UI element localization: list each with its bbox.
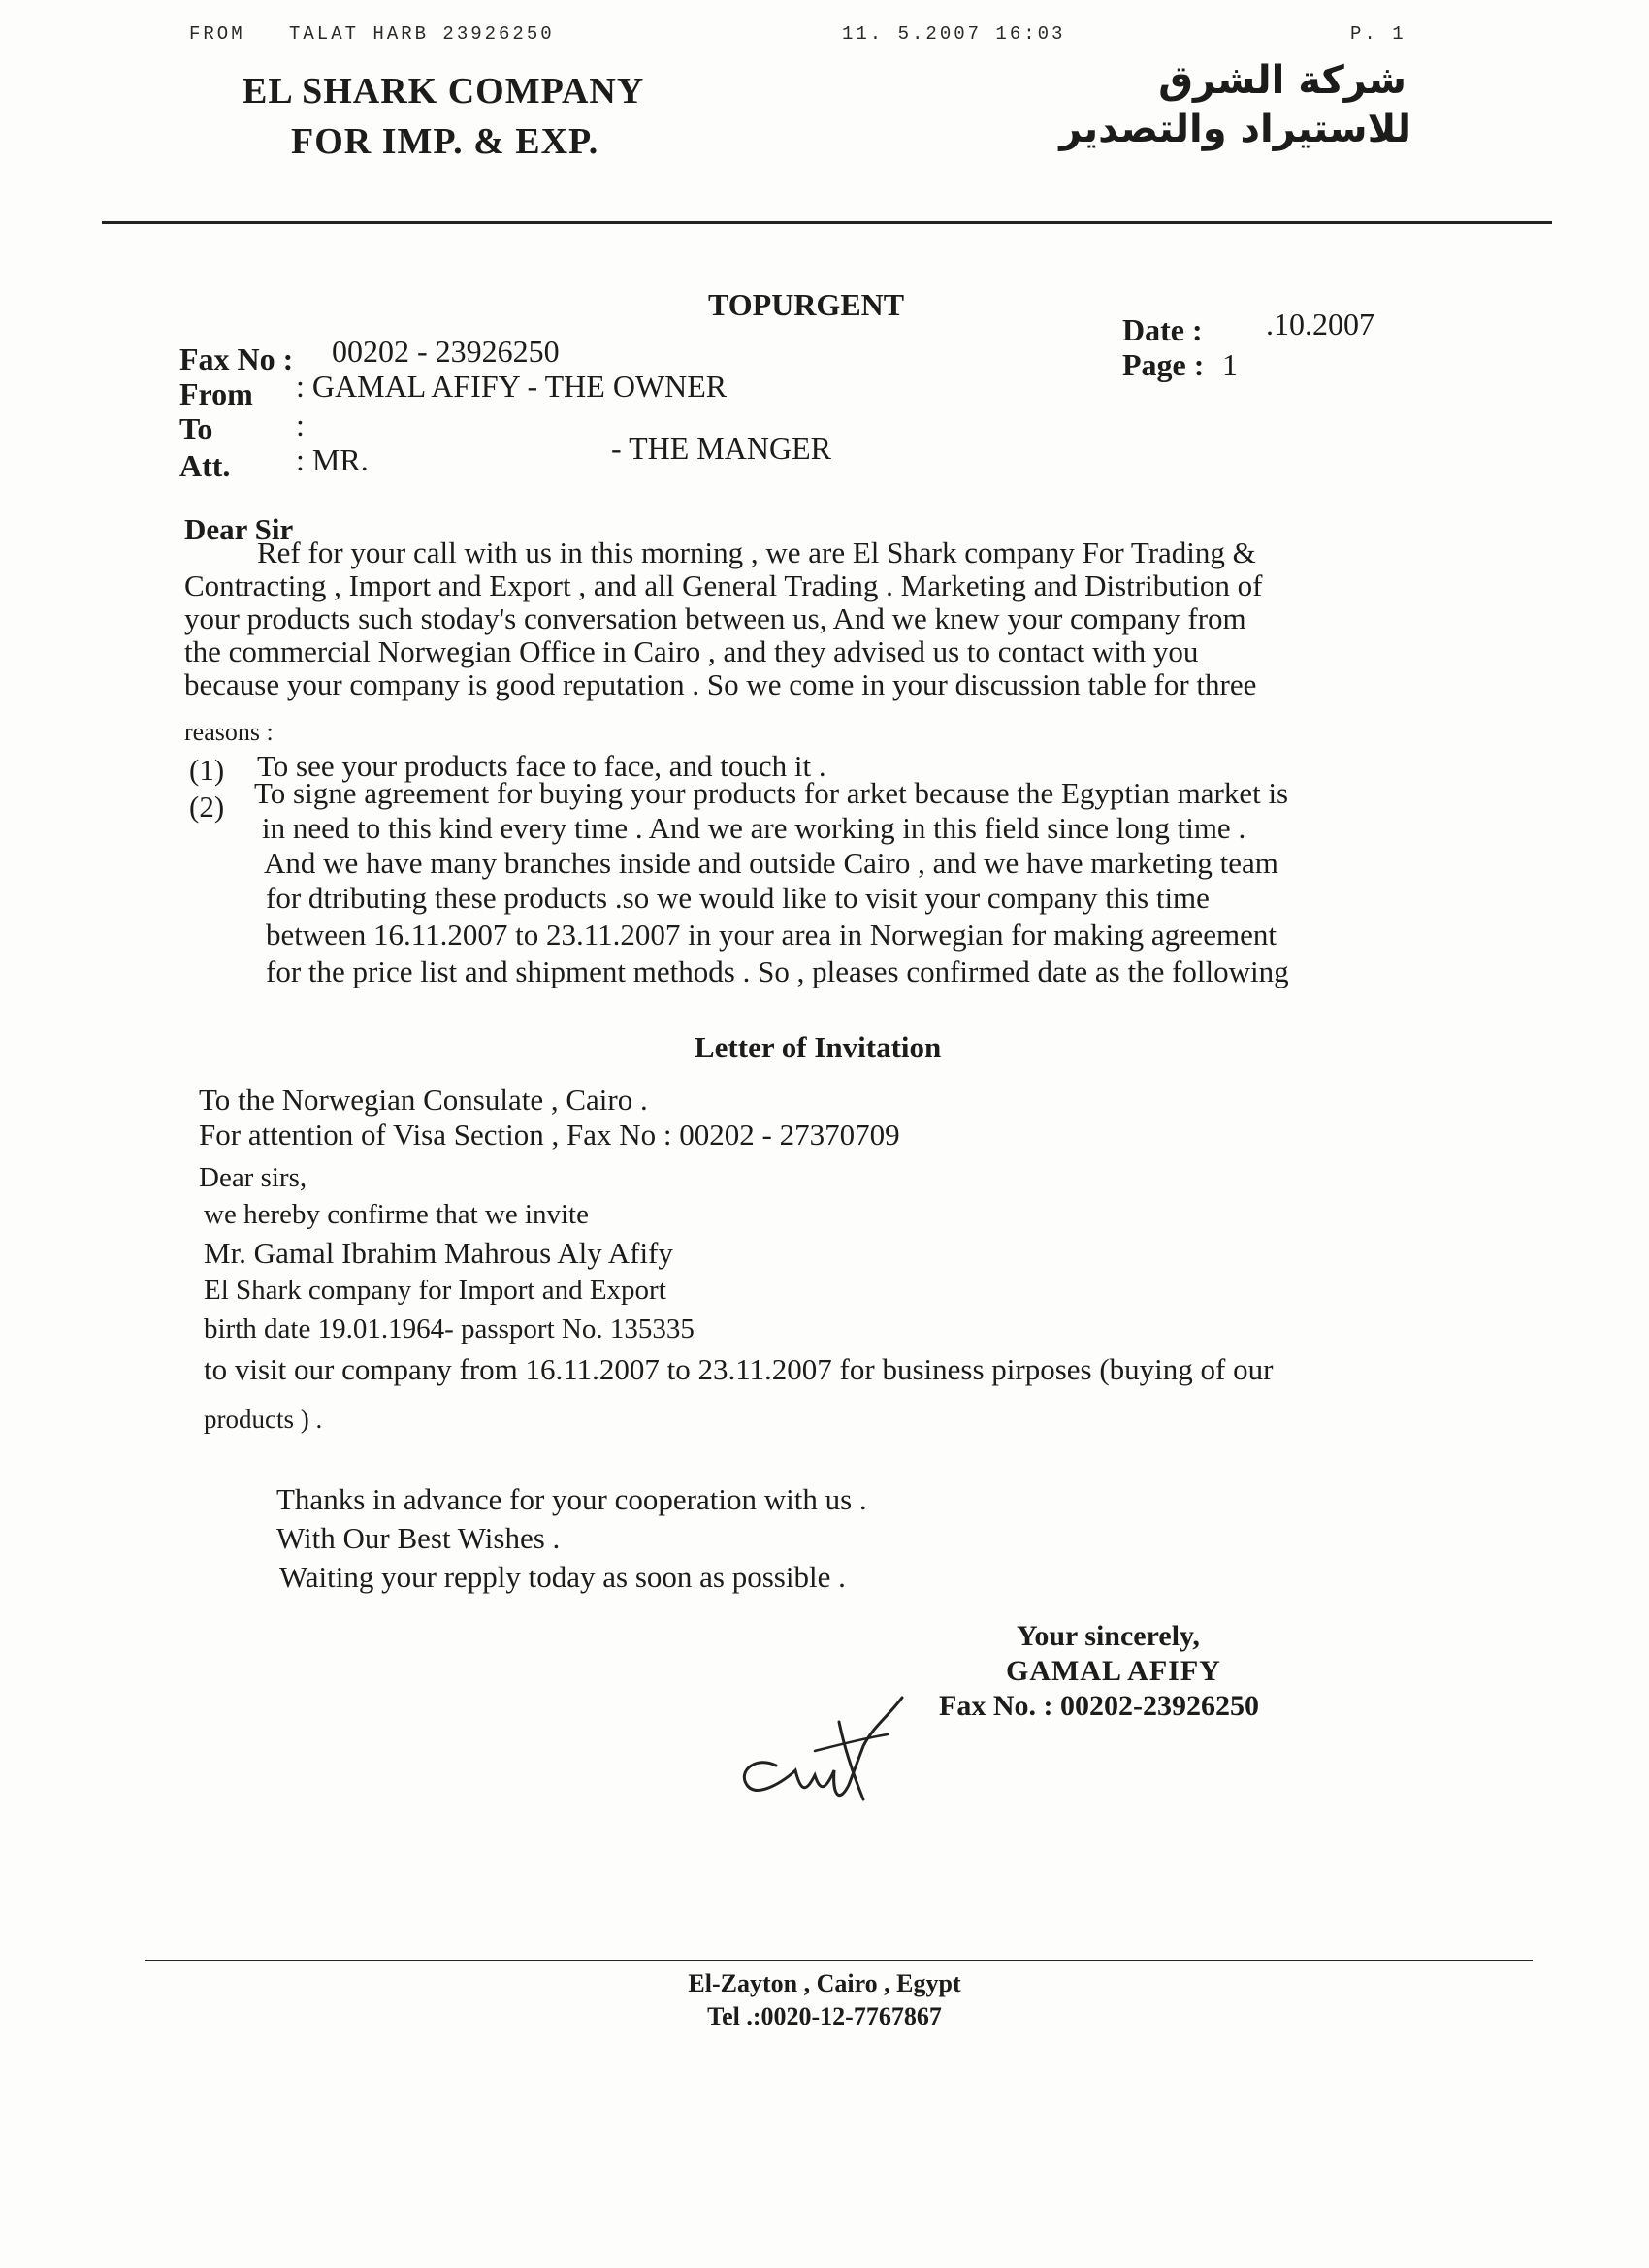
invitation-heading: Letter of Invitation xyxy=(695,1030,942,1064)
footer-tel: Tel .:0020-12-7767867 xyxy=(707,2002,942,2030)
reason-text: To see your products face to face, and touch it . xyxy=(257,749,826,783)
body-line: reasons : xyxy=(184,718,274,746)
signature-closing: Your sincerely, xyxy=(1017,1620,1200,1652)
invitation-line: products ) . xyxy=(204,1405,323,1434)
company-name-line2: FOR IMP. & EXP. xyxy=(291,121,599,162)
reason-text: in need to this kind every time . And we are working in this field since long time . xyxy=(262,811,1246,845)
reason-text: To signe agreement for buying your products for arket because the Egyptian market is xyxy=(254,776,1289,810)
page-value: 1 xyxy=(1222,347,1238,382)
company-arabic-line2: للاستيراد والتصدير xyxy=(1059,107,1411,151)
page-label: Page : xyxy=(1122,347,1205,382)
salutation: Dear Sir xyxy=(184,512,294,546)
from-label: From xyxy=(179,376,253,411)
reason-text: And we have many branches inside and outside Cairo , and we have marketing team xyxy=(264,846,1278,880)
invitation-line: to visit our company from 16.11.2007 to 23.11.2007 for business pirposes (buying of our xyxy=(204,1352,1274,1386)
letterhead-divider xyxy=(102,221,1552,224)
date-label: Date : xyxy=(1122,312,1203,347)
fax-header-datetime: 11. 5.2007 16:03 xyxy=(842,23,1066,45)
closing-line: Waiting your repply today as soon as possible . xyxy=(279,1560,846,1594)
invitation-line: For attention of Visa Section , Fax No : 00202 - 27370709 xyxy=(199,1118,900,1151)
reason-number: (2) xyxy=(189,790,225,824)
invitation-line: we hereby confirme that we invite xyxy=(204,1199,589,1230)
body-line: your products such stoday's conversation between us, And we knew your company from xyxy=(184,601,1246,635)
reason-text: between 16.11.2007 to 23.11.2007 in your area in Norwegian for making agreement xyxy=(266,918,1277,952)
handwritten-signature xyxy=(718,1678,941,1814)
fax-header-sender: TALAT HARB 23926250 xyxy=(289,23,555,45)
from-value: : GAMAL AFIFY - THE OWNER xyxy=(296,369,728,404)
company-name-line1: EL SHARK COMPANY xyxy=(242,71,645,112)
signature-fax: Fax No. : 00202-23926250 xyxy=(939,1690,1259,1722)
body-line: Contracting , Import and Export , and all General Trading . Marketing and Distribution of xyxy=(184,568,1263,602)
closing-line: With Our Best Wishes . xyxy=(276,1521,561,1555)
urgency-title: TOPURGENT xyxy=(708,287,905,322)
fax-header-page: P. 1 xyxy=(1350,23,1406,45)
signature-name: GAMAL AFIFY xyxy=(1006,1655,1221,1687)
reason-text: for the price list and shipment methods . So , pleases confirmed date as the following xyxy=(266,955,1289,988)
fax-label: Fax No : xyxy=(179,341,294,376)
body-line: Ref for your call with us in this morning , we are El Shark company For Trading & xyxy=(257,535,1256,569)
closing-line: Thanks in advance for your cooperation with us . xyxy=(276,1482,867,1516)
reason-number: (1) xyxy=(189,753,225,787)
fax-value: 00202 - 23926250 xyxy=(332,334,560,369)
att-value: : MR. xyxy=(296,442,369,477)
att-role: - THE MANGER xyxy=(611,431,831,466)
reason-text: for dtributing these products .so we would like to visit your company this time xyxy=(266,881,1210,915)
att-label: Att. xyxy=(179,448,231,483)
to-value: : xyxy=(296,407,305,442)
body-line: because your company is good reputation . So we come in your discussion table for three xyxy=(184,667,1257,701)
footer-divider xyxy=(146,1960,1533,1961)
body-line: the commercial Norwegian Office in Cairo , and they advised us to contact with you xyxy=(184,634,1199,668)
invitation-line: Mr. Gamal Ibrahim Mahrous Aly Afify xyxy=(204,1236,673,1270)
invitation-line: To the Norwegian Consulate , Cairo . xyxy=(199,1083,648,1117)
invitation-line: birth date 19.01.1964- passport No. 135335 xyxy=(204,1313,695,1345)
to-label: To xyxy=(179,411,213,446)
invitation-line: El Shark company for Import and Export xyxy=(204,1275,666,1306)
fax-header-from-label: FROM xyxy=(189,23,245,45)
invitation-line: Dear sirs, xyxy=(199,1162,307,1193)
footer-address: El-Zayton , Cairo , Egypt xyxy=(688,1969,961,1997)
date-value: .10.2007 xyxy=(1266,307,1374,341)
company-arabic-line1: شركة الشرق xyxy=(1158,58,1406,103)
